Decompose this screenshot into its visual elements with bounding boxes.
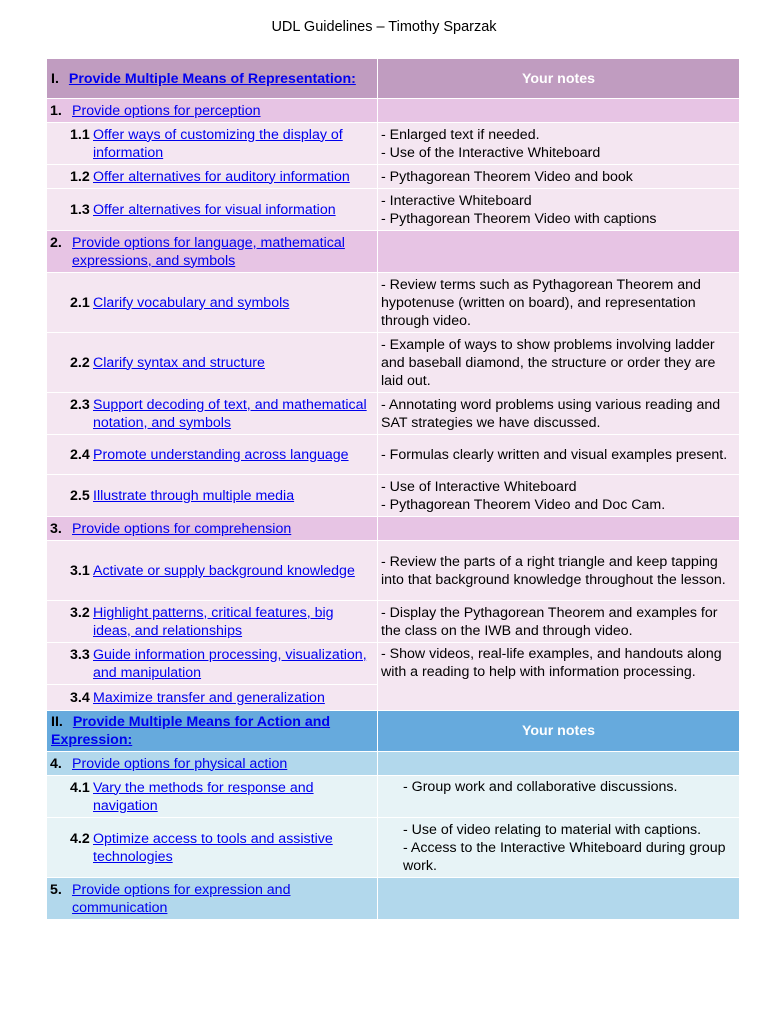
- note-cell: [378, 444, 739, 466]
- checkpoint-number: 1.2: [70, 168, 90, 185]
- note-line: - Access to the Interactive Whiteboard during group work.: [403, 839, 726, 874]
- note-line: - Pythagorean Theorem Video and book: [381, 168, 633, 185]
- note-cell: [378, 819, 739, 877]
- checkpoint-row: [47, 333, 740, 393]
- note-cell: [378, 776, 739, 798]
- principle-number: 3.: [50, 520, 62, 537]
- checkpoint-link[interactable]: Support decoding of text, and mathematical notation, and symbols: [93, 396, 367, 431]
- checkpoint-row: [47, 393, 740, 435]
- note-cell: [378, 643, 739, 683]
- checkpoint-link[interactable]: Promote understanding across language: [93, 446, 349, 463]
- note-line: - Use of the Interactive Whiteboard: [381, 144, 601, 161]
- note-line: - Display the Pythagorean Theorem and examples for the class on the IWB and through video.: [381, 604, 718, 639]
- checkpoint-row: [47, 643, 740, 685]
- checkpoint-link[interactable]: Guide information processing, visualization, and manipulation: [93, 646, 367, 681]
- checkpoint-row: [47, 475, 740, 517]
- section-header-representation: [47, 59, 740, 99]
- note-cell: [378, 602, 739, 642]
- note-cell: [378, 124, 739, 164]
- principle-row: [47, 99, 740, 123]
- note-line: - Example of ways to show problems involving ladder and baseball diamond, the structure or order they are laid out.: [381, 336, 716, 389]
- principle-link-expression-communication[interactable]: Provide options for expression and communication: [72, 881, 291, 916]
- checkpoint-number: 2.4: [70, 446, 90, 463]
- note-line: - Pythagorean Theorem Video with captions: [381, 210, 657, 227]
- checkpoint-row: [47, 776, 740, 818]
- principle-row: [47, 878, 740, 920]
- checkpoint-row: [47, 541, 740, 601]
- note-line: - Formulas clearly written and visual examples present.: [381, 446, 728, 463]
- note-line: - Show videos, real-life examples, and handouts along with a reading to help with information processing.: [381, 646, 722, 680]
- principle-link-physical-action[interactable]: Provide options for physical action: [72, 755, 288, 772]
- checkpoint-number: 2.2: [70, 354, 90, 371]
- section-link-representation[interactable]: Provide Multiple Means of Representation:: [68, 70, 356, 87]
- checkpoint-number: 2.1: [70, 294, 90, 311]
- principle-row: [47, 752, 740, 776]
- checkpoint-number: 1.3: [70, 201, 90, 218]
- section-link-action-expression[interactable]: Provide Multiple Means for Action and Expression:: [51, 714, 331, 748]
- note-line: - Enlarged text if needed.: [381, 126, 540, 143]
- checkpoint-row: [47, 123, 740, 165]
- note-line: - Interactive Whiteboard: [381, 192, 532, 209]
- checkpoint-number: 3.4: [70, 689, 90, 706]
- note-line: - Group work and collaborative discussions.: [403, 779, 678, 795]
- checkpoint-link[interactable]: Clarify vocabulary and symbols: [93, 294, 290, 311]
- note-cell: [378, 476, 739, 516]
- note-cell: [378, 166, 739, 188]
- checkpoint-number: 3.3: [70, 646, 90, 663]
- checkpoint-link[interactable]: Clarify syntax and structure: [93, 354, 265, 371]
- note-line: - Review terms such as Pythagorean Theorem and hypotenuse (written on board), and representation through video.: [381, 276, 701, 329]
- checkpoint-row: [47, 273, 740, 333]
- principle-link-language[interactable]: Provide options for language, mathematical expressions, and symbols: [72, 234, 345, 269]
- checkpoint-link[interactable]: Highlight patterns, critical features, big ideas, and relationships: [93, 604, 334, 639]
- checkpoint-link[interactable]: Offer alternatives for auditory information: [93, 168, 350, 185]
- note-line: - Annotating word problems using various reading and SAT strategies we have discussed.: [381, 396, 721, 431]
- note-line: - Use of video relating to material with captions.: [403, 821, 702, 838]
- checkpoint-number: 3.1: [70, 562, 90, 579]
- note-line: - Use of Interactive Whiteboard: [381, 478, 577, 495]
- principle-number: 5.: [50, 881, 62, 898]
- note-line: - Review the parts of a right triangle and keep tapping into that background knowledge throughout the lesson.: [381, 553, 726, 588]
- note-cell: [378, 190, 739, 230]
- checkpoint-link[interactable]: Activate or supply background knowledge: [93, 562, 355, 579]
- checkpoint-row: [47, 818, 740, 878]
- checkpoint-number: 2.5: [70, 487, 90, 504]
- checkpoint-row: [47, 435, 740, 475]
- checkpoint-link[interactable]: Offer alternatives for visual information: [93, 201, 336, 218]
- checkpoint-row: [47, 189, 740, 231]
- note-cell: [378, 334, 739, 392]
- principle-number: 4.: [50, 755, 62, 772]
- principle-row: [47, 231, 740, 273]
- checkpoint-number: 3.2: [70, 604, 90, 621]
- note-line: - Pythagorean Theorem Video and Doc Cam.: [381, 496, 666, 513]
- checkpoint-number: 2.3: [70, 396, 90, 413]
- checkpoint-number: 1.1: [70, 126, 90, 143]
- note-cell: [378, 394, 739, 434]
- checkpoint-link[interactable]: Vary the methods for response and navigation: [93, 779, 314, 814]
- checkpoint-row: [47, 601, 740, 643]
- checkpoint-number: 4.2: [70, 830, 90, 847]
- section-number: II.: [51, 714, 63, 730]
- principle-number: 1.: [50, 102, 62, 119]
- principle-number: 2.: [50, 234, 62, 251]
- notes-column-header: Your notes: [378, 711, 740, 752]
- checkpoint-number: 4.1: [70, 779, 90, 796]
- section-header-action-expression: [47, 711, 740, 752]
- document-title: UDL Guidelines – Timothy Sparzak: [271, 19, 497, 35]
- principle-link-comprehension[interactable]: Provide options for comprehension: [72, 520, 292, 537]
- checkpoint-link[interactable]: Optimize access to tools and assistive technologies: [93, 830, 333, 865]
- notes-column-header: Your notes: [378, 59, 740, 99]
- checkpoint-link[interactable]: Maximize transfer and generalization: [93, 689, 325, 706]
- checkpoint-row: [47, 165, 740, 189]
- principle-row: [47, 517, 740, 541]
- note-cell: [378, 274, 739, 332]
- udl-guidelines-table: [46, 58, 740, 920]
- section-number: I.: [51, 70, 59, 87]
- principle-link-perception[interactable]: Provide options for perception: [72, 102, 261, 119]
- checkpoint-link[interactable]: Illustrate through multiple media: [93, 487, 295, 504]
- checkpoint-link[interactable]: Offer ways of customizing the display of information: [93, 126, 343, 161]
- note-cell: [378, 551, 739, 591]
